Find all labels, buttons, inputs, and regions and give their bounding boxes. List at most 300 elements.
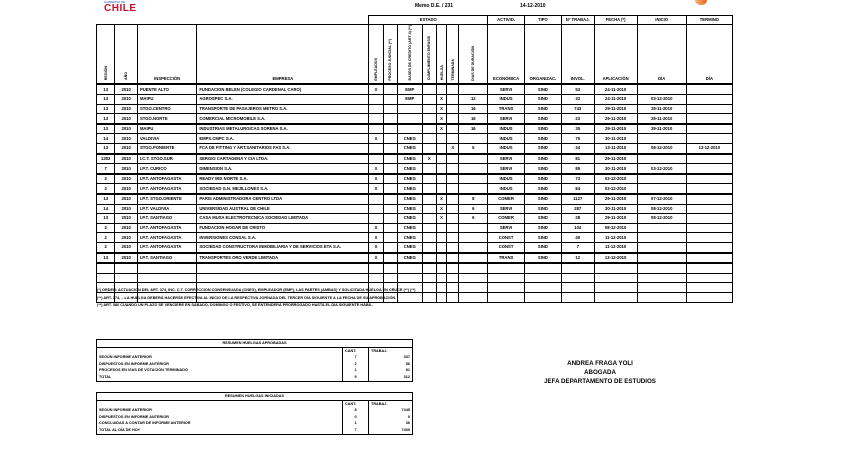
cell-tipo: SIND [525,144,562,154]
empresa-header: EMPRESA [197,25,369,85]
cell-inv: 287 [561,204,594,214]
cell-region: 13 [97,124,115,134]
cell-c7: 12 [459,95,488,105]
cell-c4 [422,144,436,154]
cell-ano: 2010 [115,174,138,184]
summary-cant: 8 [343,407,369,414]
table-row [97,223,733,233]
cell-inspeccion: MAIPU [137,95,196,105]
cell-ano: 2010 [115,194,138,204]
summary-label: TOTAL [99,375,112,380]
inspeccion-header: INSPECCIÓN [137,25,196,85]
summary-cant: 0 [343,414,369,421]
cell-termino [686,194,732,204]
cell-fecha: 11-12-2010 [594,233,637,243]
cell-inicio [637,233,686,243]
footnotes [97,287,416,310]
cell-c7: 16 [459,124,488,134]
cell-region: 13 [97,95,115,105]
cell-termino: 13-12-2010 [686,144,732,154]
cell-empresa: CASA MUSA ELECTROTECNICA SOCIEDAD LIMITADA [197,214,369,224]
cell-tipo: SIND [525,84,562,94]
signatory-title: ABOGADA [584,369,616,376]
footnote: (*) ORDEN: ACTUACION DEL ART. 374, INC. C.T. CORRECCION CONSENSUADA (CNEG), EMPLEADOR (EMP), LAS PARTES (AMBAS) Y SOLICITADA HUELGA EN CRUCE (**) (**) [97,288,416,292]
cell-fecha: 13-11-2010 [594,144,637,154]
cell-termino [686,223,732,233]
cell-inspeccion: STGO.NORTE [137,114,196,124]
cell-c4 [422,194,436,204]
cell-inv: 34 [561,144,594,154]
cell-inv: 75 [561,134,594,144]
table-row [97,174,733,184]
cell-c5 [436,184,446,194]
cell-tipo: SIND [525,253,562,264]
cell-inspeccion: I.P.T. ANTOFAGASTA [137,184,196,194]
summary-cant: 7 [343,354,369,361]
cell-c3: CNEG [398,174,423,184]
cell-c4 [422,124,436,134]
cell-inv: 40 [561,233,594,243]
dia-inicio-header: DÍA [637,25,686,85]
cell-c1: X [369,84,383,94]
cell-c6 [447,134,459,144]
table-row [97,95,733,105]
cell-act: CONST [488,242,525,252]
footnote: (**) ART. 380 CUANDO UN PLAZO SE VENCIERE EN SÁBADO, DOMINGO O FESTIVO, SE ENTENDERÁ PRORROGADO HASTA EL DÍA SIGUIENTE HÁBIL. [97,303,374,307]
summary-label: TOTAL AL DÍA DE HOY [99,428,141,433]
cell-inspeccion: I.P.T. ANTOFAGASTA [137,242,196,252]
cell-fecha: 24-11-2010 [594,84,637,94]
organizacion-header: ORGANIZAC. [525,25,562,85]
cell-c1 [369,144,383,154]
cell-tipo: SIND [525,134,562,144]
cell-c2 [383,242,397,252]
cell-region: 13 [97,84,115,94]
table-header-group-row [97,16,733,25]
cell-c4 [422,134,436,144]
cell-c5: X [436,204,446,214]
cell-tipo: SIND [525,154,562,164]
cell-c7: 5 [459,144,488,154]
summary-approved-title: RESUMEN HUELGAS APROBADAS [97,340,413,348]
cell-c6 [447,253,459,264]
cell-c2 [383,104,397,114]
summary-row [97,427,413,434]
cell-c5: X [436,194,446,204]
cell-c3: CNEG [398,154,423,164]
cell-act: TRANS [488,253,525,264]
cell-c4 [422,104,436,114]
cell-fecha: 30-11-2010 [594,134,637,144]
cell-c7 [459,174,488,184]
table-row [97,124,733,134]
summary-started-table [96,392,413,435]
logo-top-text: GOBIERNO DE [104,0,126,4]
cell-fecha: 13-12-2010 [594,253,637,264]
involucrados-header: INVOL. [561,25,594,85]
cell-c6 [447,95,459,105]
cell-act: SERVI [488,84,525,94]
cell-fecha: 29-11-2010 [594,104,637,114]
cell-c1 [369,104,383,114]
table-row [97,164,733,174]
cell-fecha: 03-12-2010 [594,174,637,184]
summary-label: SEGÚN INFORME ANTERIOR [99,408,152,413]
cell-region: 2 [97,223,115,233]
cell-tipo: SIND [525,114,562,124]
cell-empresa: INDUSTRIAS METALURGICAS SORENA S.A. [197,124,369,134]
empty-table-row [97,273,733,283]
cell-c7 [459,134,488,144]
terminada-header: TERMINADA [450,58,455,81]
cell-region: 14 [97,134,115,144]
cell-empresa: COMERCIAL MICROMOBILE S.A. [197,114,369,124]
cell-inicio: 03-12-2010 [637,95,686,105]
cell-inicio: 03-12-2010 [637,164,686,174]
cell-act: INDUS [488,174,525,184]
cell-inicio: 29-11-2010 [637,124,686,134]
cell-inv: 32 [561,95,594,105]
actividad-header: ACTIVID. [488,16,525,25]
cell-termino [686,84,732,94]
cell-c5 [436,134,446,144]
logo-text: CHILE [104,3,137,14]
cell-region: 14 [97,204,115,214]
cell-act: SERVI [488,204,525,214]
cell-c2 [383,114,397,124]
inicio-header: INICIO [637,16,686,25]
cell-termino [686,154,732,164]
cell-inicio [637,242,686,252]
dia-termino-header: DÍA [686,25,732,85]
cell-region: 13 [97,104,115,114]
cell-inspeccion: I.P.T. ANTOFAGASTA [137,174,196,184]
cell-ano: 2010 [115,104,138,114]
cell-inspeccion: STGO.CENTRO [137,104,196,114]
strikes-table [96,15,733,303]
cell-termino [686,174,732,184]
document-date: 14-12-2010 [520,3,546,9]
cell-inv: 81 [561,154,594,164]
cell-inicio: 29-11-2010 [637,114,686,124]
cell-c3: CNEG [398,194,423,204]
cell-inv: 23 [561,114,594,124]
cell-c2 [383,154,397,164]
signature-block [540,359,660,386]
cell-inv: 28 [561,214,594,224]
cell-c6 [447,242,459,252]
cell-empresa: EMPS.CMPC S.A. [197,134,369,144]
trab-header: TRABAJ. [369,400,413,407]
cell-empresa: READY MIX NORTE S.A. [197,174,369,184]
cell-ano: 2010 [115,242,138,252]
cell-act: SERVI [488,154,525,164]
cell-c4 [422,84,436,94]
cell-act: INDUS [488,144,525,154]
cell-region: 13 [97,144,115,154]
cell-ano: 2010 [115,233,138,243]
cell-c2 [383,233,397,243]
table-header-row [97,25,733,85]
cell-c5 [436,164,446,174]
cell-c6 [447,154,459,164]
cell-act: INDUS [488,95,525,105]
termino-header: TERMINO [686,16,732,25]
cell-c5: X [436,214,446,224]
summary-label: SEGÚN INFORME ANTERIOR [99,355,152,360]
summary-trab: 36 [369,420,413,427]
cell-empresa: FUNDACION HOGAR DE CRISTO [197,223,369,233]
cell-c1: X [369,164,383,174]
cell-inv: 7 [561,242,594,252]
cell-termino [686,184,732,194]
summary-row [97,414,413,421]
cell-inspeccion: I.C.T. STGO.SUR [137,154,196,164]
cell-c3: CNEG [398,223,423,233]
cell-c7: 8 [459,194,488,204]
cell-c3: CNEG [398,134,423,144]
cell-termino [686,214,732,224]
huelga-header: HUELGA [439,65,444,81]
summary-trab: 0 [369,414,413,421]
cell-fecha: 29-11-2010 [594,114,637,124]
table-row [97,194,733,204]
cell-inv: 85 [561,164,594,174]
cell-ano: 2010 [115,124,138,134]
cell-ano: 2010 [115,204,138,214]
cell-c6 [447,204,459,214]
cell-empresa: FUNDACION BELEN (COLEGIO CARDENAL CARO) [197,84,369,94]
cell-inicio: 29-11-2010 [637,104,686,114]
cell-c6 [447,214,459,224]
cell-c6 [447,233,459,243]
cell-inicio [637,154,686,164]
cell-c7: 16 [459,114,488,124]
cell-c6 [447,174,459,184]
cell-act: CONST [488,233,525,243]
summary-row [97,420,413,427]
cell-termino [686,233,732,243]
summary-started-title: RESUMEN HUELGAS INICIADAS [97,393,413,401]
cant-header: CANT. [343,347,369,354]
cell-fecha: 29-11-2010 [594,154,637,164]
cell-tipo: SIND [525,95,562,105]
summary-row [97,407,413,414]
cell-c2 [383,164,397,174]
cell-inspeccion: I.P.T. ANTOFAGASTA [137,223,196,233]
cell-fecha: 24-11-2010 [594,95,637,105]
cell-c5 [436,174,446,184]
summary-cant: 2 [343,361,369,368]
cell-c5: X [436,104,446,114]
cell-inv: 743 [561,104,594,114]
cell-c7 [459,164,488,174]
table-row [97,134,733,144]
cell-termino [686,124,732,134]
cell-inicio [637,174,686,184]
summary-trab: 7445 [369,407,413,414]
summary-label: CONCLUIDAS A CONTAR DE INFORME ANTERIOR [99,421,191,426]
cell-c6 [447,124,459,134]
gobierno-chile-logo [104,0,137,14]
cell-c2 [383,84,397,94]
cell-fecha: 03-12-2010 [594,184,637,194]
cell-empresa: TRANSPORTE DE PASAJEROS METRO S.A. [197,104,369,114]
cell-c6 [447,114,459,124]
signatory-position: JEFA DEPARTAMENTO DE ESTUDIOS [544,378,656,385]
cell-c5: X [436,124,446,134]
cell-inicio [637,84,686,94]
cell-c1 [369,204,383,214]
cell-inicio: 07-12-2010 [637,194,686,204]
region-header: REGIÓN [103,66,108,81]
cell-inspeccion: I.P.T. ANTOFAGASTA [137,233,196,243]
cell-c4 [422,95,436,105]
cell-c5 [436,242,446,252]
cell-fecha: 30-11-2010 [594,164,637,174]
cell-act: INDUS [488,134,525,144]
estado-col4-header: CUMPLIMIENTO ENFASIS [427,36,432,81]
cell-inv: 1127 [561,194,594,204]
cell-c7 [459,253,488,264]
cell-act: COMER [488,214,525,224]
cell-empresa: SERGIO CARTAGENA Y CIA LTDA. [197,154,369,164]
cell-c2 [383,253,397,264]
cell-c7 [459,233,488,243]
cell-empresa: FCA DE FITTING Y ART.SANITARIOS FAS S.A. [197,144,369,154]
cell-c3: CNEG [398,204,423,214]
cell-region: 7 [97,164,115,174]
cell-tipo: SIND [525,214,562,224]
cell-inicio [637,223,686,233]
n-trabajadores-header: Nº TRABAJ. [561,16,594,25]
cell-tipo: SIND [525,233,562,243]
cell-empresa: SOCIEDAD CONSTRUCTORA INMOBILIARIA Y DE SERVICIOS ETA S.A. [197,242,369,252]
memo-number: Memo D.E. / 231 [415,3,454,9]
cell-c1 [369,194,383,204]
summary-row [97,361,413,368]
cell-c7: 6 [459,214,488,224]
cell-inspeccion: I.P.T. VALDIVIA [137,204,196,214]
cell-c2 [383,204,397,214]
cell-tipo: SIND [525,242,562,252]
cell-c4 [422,184,436,194]
cell-c1: X [369,242,383,252]
cell-inspeccion: STGO.PONIENTE [137,144,196,154]
cell-inv: 12 [561,253,594,264]
cell-c1: X [369,134,383,144]
cell-c3: CNEG [398,214,423,224]
cell-ano: 2010 [115,95,138,105]
ano-header: AÑO [124,72,129,81]
cell-tipo: SIND [525,174,562,184]
cell-ano: 2010 [115,154,138,164]
cell-inv: 104 [561,223,594,233]
cell-c1: X [369,223,383,233]
cell-tipo: SIND [525,104,562,114]
cell-region: 13 [97,214,115,224]
table-row [97,114,733,124]
summary-label: DISPUESTOS EN INFORME ANTERIOR [99,361,170,366]
cell-c7 [459,223,488,233]
signatory-name: ANDREA FRAGA YOLI [567,360,633,367]
cell-c4 [422,233,436,243]
cell-c4 [422,114,436,124]
cell-c4 [422,214,436,224]
cell-c5: X [436,95,446,105]
cell-c3 [398,124,423,134]
cell-c2 [383,95,397,105]
cell-ano: 2010 [115,84,138,94]
cell-c3: CNEG [398,144,423,154]
tipo-header: TIPO [525,16,562,25]
cell-ano: 2010 [115,144,138,154]
estado-col1-header: EMPLEADOS [374,57,379,81]
fecha-header: FECHA (*) [594,16,637,25]
cell-inicio: 08-12-2010 [637,204,686,214]
cell-tipo: SIND [525,194,562,204]
cell-tipo: SIND [525,184,562,194]
cell-ano: 2010 [115,134,138,144]
cell-c2 [383,223,397,233]
cell-empresa: UNIVERSIDAD AUSTRAL DE CHILE [197,204,369,214]
cell-c4 [422,164,436,174]
cell-c3: CNEG [398,242,423,252]
estado-col3-header: BASES DE CREDITO (ART 4) (**) [407,25,412,81]
cell-inspeccion: MAIPU [137,124,196,134]
summary-trab: 81 [369,367,413,374]
cell-c1 [369,154,383,164]
cell-act: SERVI [488,114,525,124]
cell-inspeccion: I.P.T. SANTIAGO [137,214,196,224]
cell-inspeccion: PUENTE ALTO [137,84,196,94]
cell-c7 [459,242,488,252]
cell-act: TRANS [488,104,525,114]
summary-label: PROCESOS EN VÍAS DE VOTACIÓN TERMINADO [99,368,188,373]
cell-c4: X [422,154,436,164]
cell-act: INDUS [488,124,525,134]
cell-c4 [422,223,436,233]
cell-act: SERVI [488,164,525,174]
cell-c6 [447,104,459,114]
cell-c1 [369,114,383,124]
cell-ano: 2010 [115,164,138,174]
cell-fecha: 29-11-2010 [594,194,637,204]
cell-inv: 73 [561,174,594,184]
cell-c7: 6 [459,204,488,214]
cell-c2 [383,194,397,204]
cell-c4 [422,242,436,252]
footnote: (**) ART. 374, ...LA HUELGA DEBERÁ HACERSE EFECTIVA AL INICIO DE LA RESPECTIVA JORNADA DEL TERCER DÍA SIGUIENTE A LA FECHA DE SU APROBACIÓN. [97,295,397,300]
flame-logo-icon [695,0,707,5]
cell-region: 1302 [97,154,115,164]
cell-termino [686,114,732,124]
table-row [97,204,733,214]
cell-inv: 53 [561,84,594,94]
cell-termino [686,164,732,174]
cell-fecha: 11-12-2010 [594,242,637,252]
cell-c7 [459,154,488,164]
summary-trab: 312 [369,374,413,381]
cell-c3: CNEG [398,184,423,194]
summary-trab: 7409 [369,427,413,434]
cell-empresa: INVERSIONES CONSAL S.A. [197,233,369,243]
cell-empresa: TRANSPORTES ORO VERDE LIMITADA [197,253,369,264]
cell-c5 [436,253,446,264]
cell-empresa: DIMENSION S.A. [197,164,369,174]
cell-inicio [637,253,686,264]
estado-col2-header: PROCESO JUDICIAL (**) [388,38,393,81]
